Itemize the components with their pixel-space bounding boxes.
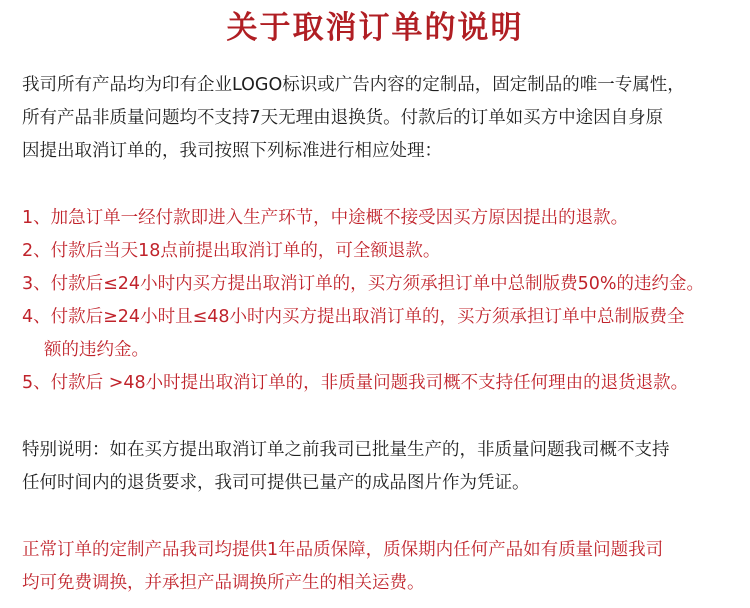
warranty-line-1: 正常订单的定制产品我司均提供1年品质保障，质保期内任何产品如有质量问题我司 (22, 540, 664, 560)
intro-line-1: 我司所有产品均为印有企业LOGO标识或广告内容的定制品，固定制品的唯一专属性， (22, 75, 685, 95)
rule-1: 1、加急订单一经付款即进入生产环节，中途概不接受因买方原因提出的退款。 (22, 208, 629, 228)
special-note-line-1: 特别说明：如在买方提出取消订单之前我司已批量生产的，非质量问题我司概不支持 (22, 440, 670, 460)
rule-4-continued: 额的违约金。 (44, 340, 149, 360)
special-note-line-2: 任何时间内的退货要求，我司可提供已量产的成品图片作为凭证。 (22, 473, 530, 493)
intro-line-3: 因提出取消订单的，我司按照下列标准进行相应处理： (22, 141, 442, 161)
intro-line-2: 所有产品非质量问题均不支持7天无理由退换货。付款后的订单如买方中途因自身原 (22, 108, 664, 128)
rule-3: 3、付款后≤24小时内买方提出取消订单的，买方须承担订单中总制版费50%的违约金。 (22, 274, 704, 294)
rule-2: 2、付款后当天18点前提出取消订单的，可全额退款。 (22, 241, 441, 261)
rule-5: 5、付款后 >48小时提出取消订单的，非质量问题我司概不支持任何理由的退货退款。 (22, 373, 689, 393)
rule-4: 4、付款后≥24小时且≤48小时内买方提出取消订单的，买方须承担订单中总制版费全 (22, 307, 685, 327)
warranty-line-2: 均可免费调换，并承担产品调换所产生的相关运费。 (22, 573, 425, 593)
page-title: 关于取消订单的说明 (226, 10, 524, 46)
